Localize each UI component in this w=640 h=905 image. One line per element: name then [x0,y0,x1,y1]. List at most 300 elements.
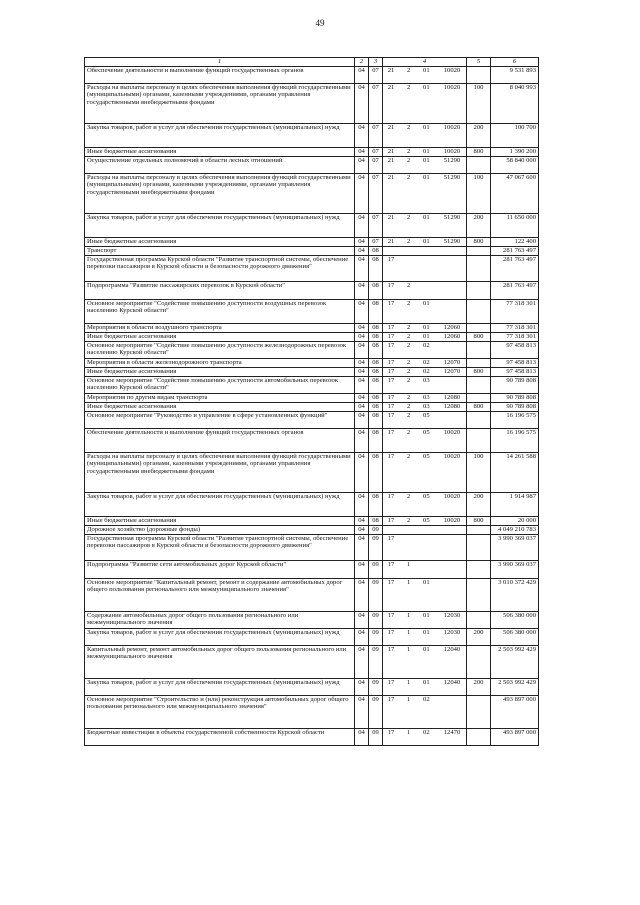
csr-part: 05 [423,428,430,436]
row-amount: 16 196 575 [491,428,539,452]
csr-part: 17 [387,358,395,366]
csr-part: 51290 [443,156,461,164]
row-amount: 2 503 992 429 [491,678,539,695]
csr-part: 2 [407,237,411,245]
csr-part: 02 [423,358,430,366]
table-row [85,83,539,123]
csr-part: 17 [387,534,395,542]
csr-part: 1 [407,628,411,636]
row-pr: 07 [369,237,383,246]
table-row [85,147,539,156]
csr-part [441,696,463,704]
csr-part: 2 [407,516,411,524]
csr-parts [383,453,466,461]
row-name: Иные бюджетные ассигнования [85,402,355,411]
csr-part: 2 [407,492,411,500]
table-row [85,402,539,411]
row-pr: 09 [369,678,383,695]
row-pr: 09 [369,578,383,611]
row-amount: 506 380 000 [491,628,539,645]
csr-part: 21 [387,66,395,74]
row-csr [383,452,467,492]
row-pr: 09 [369,728,383,745]
row-vr [467,525,491,534]
csr-part [441,535,463,543]
row-amount: 506 380 000 [491,611,539,628]
row-rz: 04 [355,213,369,237]
row-csr [383,237,467,246]
row-name: Расходы на выплаты персоналу в целях обеспечения выполнения функций государственными (муниципальными) органами, казенными учреждениями, органами управления государственными внебюджетными фондами [85,83,355,123]
row-csr [383,534,467,560]
row-pr: 09 [369,645,383,678]
row-name: Подпрограмма "Развитие пассажирских перевозок в Курской области" [85,281,355,299]
csr-part [441,256,463,264]
csr-part: 12030 [443,628,461,636]
row-csr [383,578,467,611]
row-name: Транспорт [85,246,355,255]
csr-part: 10020 [443,66,461,74]
row-amount: 3 990 369 037 [491,560,539,578]
row-name: Основное мероприятие "Строительство и (или) реконструкция автомобильных дорог общего пользования регионального или межмуниципального значения" [85,695,355,728]
csr-part: 01 [423,578,430,586]
row-csr [383,246,467,255]
row-name: Основное мероприятие "Капитальный ремонт, ремонт и содержание автомобильных дорог общего пользования регионального или межмуниципального значения" [85,578,355,611]
row-vr [467,66,491,83]
csr-parts [383,403,466,411]
row-name: Основное мероприятие "Руководство и управление в сфере установленных функций" [85,411,355,428]
col-header: 5 [467,58,491,67]
row-amount: 58 840 000 [491,156,539,173]
table-row [85,728,539,745]
row-name: Государственная программа Курской области "Развитие транспортной системы, обеспечение перевозки пассажиров в Курской области и безопасности дорожного движения" [85,534,355,560]
row-csr [383,358,467,367]
row-name: Закупка товаров, работ и услуг для обеспечения государственных (муниципальных) нужд [85,123,355,147]
table-row [85,678,539,695]
row-amount: 2 503 992 429 [491,645,539,678]
row-rz: 04 [355,492,369,516]
row-csr [383,213,467,237]
csr-part: 1 [407,645,411,653]
row-vr [467,578,491,611]
row-amount: 11 650 000 [491,213,539,237]
row-name: Содержание автомобильных дорог общего пользования регионального или межмуниципального значения [85,611,355,628]
row-csr [383,516,467,525]
csr-part: 17 [387,323,395,331]
row-rz: 04 [355,358,369,367]
csr-part: 01 [423,645,430,653]
col-header: 6 [491,58,539,67]
row-vr: 200 [467,678,491,695]
csr-part [441,377,463,385]
csr-part: 2 [407,402,411,410]
row-pr: 09 [369,560,383,578]
csr-part: 01 [423,628,430,636]
table-row [85,156,539,173]
csr-parts [383,535,466,543]
row-vr: 200 [467,492,491,516]
row-vr [467,695,491,728]
row-rz: 04 [355,560,369,578]
csr-parts [383,238,466,246]
table-row [85,393,539,402]
row-name: Осуществление отдельных полномочий в области лесных отношений [85,156,355,173]
row-pr: 08 [369,452,383,492]
row-csr [383,299,467,323]
csr-part: 01 [423,678,430,686]
csr-parts [383,561,466,569]
row-pr: 07 [369,83,383,123]
csr-part: 2 [407,376,411,384]
table-row [85,492,539,516]
row-pr: 08 [369,492,383,516]
csr-part: 01 [423,299,430,307]
row-pr: 09 [369,695,383,728]
table-row [85,123,539,147]
row-csr [383,728,467,745]
csr-part: 2 [407,156,411,164]
table-row [85,213,539,237]
csr-part: 17 [387,645,395,653]
row-amount: 281 763 497 [491,281,539,299]
csr-part: 02 [423,728,430,736]
csr-part: 17 [387,695,395,703]
csr-part: 17 [387,255,395,263]
csr-part: 21 [387,213,395,221]
table-row [85,628,539,645]
csr-part: 21 [387,237,395,245]
csr-part: 01 [423,147,430,155]
csr-part [441,282,463,290]
row-rz: 04 [355,332,369,341]
row-pr: 08 [369,367,383,376]
csr-part: 2 [407,147,411,155]
csr-part: 17 [387,411,395,419]
csr-parts [383,696,466,704]
csr-parts [383,359,466,367]
csr-part: 12080 [443,393,461,401]
row-vr [467,534,491,560]
row-pr: 08 [369,516,383,525]
row-rz: 04 [355,534,369,560]
row-rz: 04 [355,628,369,645]
row-vr: 100 [467,83,491,123]
row-vr: 800 [467,367,491,376]
csr-parts [383,612,466,620]
row-amount: 493 897 000 [491,695,539,728]
csr-part: 10020 [443,492,461,500]
row-rz: 04 [355,83,369,123]
row-rz: 04 [355,66,369,83]
csr-part: 2 [407,66,411,74]
csr-part: 2 [407,452,411,460]
csr-part: 2 [407,341,411,349]
row-csr [383,393,467,402]
csr-part: 01 [423,156,430,164]
row-amount: 77 318 301 [491,299,539,323]
csr-part: 2 [407,83,411,91]
row-pr: 08 [369,358,383,367]
csr-parts [383,67,466,75]
table-row [85,376,539,393]
table-row [85,173,539,213]
row-name: Бюджетные инвестиции в объекты государственной собственности Курской области [85,728,355,745]
row-csr [383,323,467,332]
row-amount: 16 196 575 [491,411,539,428]
csr-part: 17 [387,367,395,375]
row-vr: 800 [467,332,491,341]
row-amount: 100 700 [491,123,539,147]
table-row [85,358,539,367]
csr-part [441,342,463,350]
csr-parts [383,517,466,525]
row-name: Подпрограмма "Развитие сети автомобильных дорог Курской области" [85,560,355,578]
csr-part [441,412,463,420]
row-pr: 08 [369,299,383,323]
row-amount: 47 067 600 [491,173,539,213]
row-pr: 08 [369,411,383,428]
row-rz: 04 [355,237,369,246]
row-csr [383,66,467,83]
table-row [85,560,539,578]
csr-part: 2 [407,332,411,340]
csr-part [421,282,431,290]
csr-part: 02 [423,695,430,703]
header-row [85,58,539,67]
row-csr [383,411,467,428]
csr-parts [383,629,466,637]
csr-parts [383,324,466,332]
table-row [85,237,539,246]
csr-part [421,535,431,543]
row-pr: 07 [369,156,383,173]
row-vr [467,255,491,281]
csr-parts [383,256,466,264]
row-vr: 100 [467,452,491,492]
row-csr [383,156,467,173]
csr-part: 01 [423,611,430,619]
row-name: Иные бюджетные ассигнования [85,237,355,246]
row-vr [467,358,491,367]
page-number: 49 [315,18,325,28]
table-row [85,695,539,728]
table-row [85,299,539,323]
row-csr [383,492,467,516]
csr-part: 03 [423,393,430,401]
row-csr [383,147,467,156]
csr-part: 1 [407,560,411,568]
row-pr: 09 [369,611,383,628]
csr-part: 17 [387,281,395,289]
row-vr [467,376,491,393]
row-pr: 08 [369,323,383,332]
row-csr [383,376,467,393]
row-amount: 20 000 [491,516,539,525]
row-rz: 04 [355,323,369,332]
csr-part: 12060 [443,323,461,331]
table-row [85,66,539,83]
row-vr: 200 [467,628,491,645]
row-rz: 04 [355,255,369,281]
col-header: 3 [369,58,383,67]
budget-table [84,57,539,746]
csr-part: 10020 [443,452,461,460]
csr-part: 17 [387,611,395,619]
row-csr [383,123,467,147]
csr-parts [383,174,466,182]
table-row [85,367,539,376]
csr-part: 17 [387,428,395,436]
csr-part: 2 [407,411,411,419]
csr-part: 02 [423,341,430,349]
row-rz: 04 [355,728,369,745]
row-csr [383,628,467,645]
row-name: Закупка товаров, работ и услуг для обеспечения государственных (муниципальных) нужд [85,678,355,695]
csr-part: 17 [387,299,395,307]
csr-part: 17 [387,678,395,686]
row-pr: 08 [369,376,383,393]
row-name: Расходы на выплаты персоналу в целях обеспечения выполнения функций государственными (муниципальными) органами, казенными учреждениями, органами управления государственными внебюджетными фондами [85,452,355,492]
row-amount: 3 990 369 037 [491,534,539,560]
row-pr: 07 [369,66,383,83]
csr-parts [383,214,466,222]
csr-part: 51290 [443,213,461,221]
row-amount: 4 049 210 783 [491,525,539,534]
csr-part: 17 [387,393,395,401]
csr-part: 12080 [443,402,461,410]
csr-part: 01 [423,83,430,91]
csr-part: 01 [423,173,430,181]
table-row [85,323,539,332]
table-row [85,645,539,678]
row-pr: 08 [369,332,383,341]
csr-parts [383,729,466,737]
csr-part: 2 [407,367,411,375]
csr-part: 17 [387,516,395,524]
csr-parts [383,148,466,156]
row-rz: 04 [355,173,369,213]
csr-part: 2 [407,281,411,289]
row-amount: 14 261 588 [491,452,539,492]
row-csr [383,173,467,213]
csr-part: 1 [407,678,411,686]
csr-part: 2 [407,299,411,307]
csr-part: 1 [407,695,411,703]
row-name: Иные бюджетные ассигнования [85,332,355,341]
csr-part: 51290 [443,173,461,181]
csr-part: 17 [387,628,395,636]
row-pr: 07 [369,213,383,237]
csr-part: 10020 [443,428,461,436]
row-name: Дорожное хозяйство (дорожные фонды) [85,525,355,534]
csr-part: 10020 [443,147,461,155]
row-csr [383,402,467,411]
csr-parts [383,579,466,587]
row-name: Иные бюджетные ассигнования [85,516,355,525]
row-csr [383,560,467,578]
row-pr: 08 [369,255,383,281]
row-pr: 08 [369,281,383,299]
row-amount: 1 914 987 [491,492,539,516]
row-rz: 04 [355,123,369,147]
row-vr: 800 [467,516,491,525]
csr-part: 1 [407,728,411,736]
csr-parts [383,368,466,376]
row-amount: 8 040 993 [491,83,539,123]
csr-part: 12040 [443,645,461,653]
row-vr [467,246,491,255]
col-header: 1 [85,58,355,67]
row-pr: 07 [369,173,383,213]
row-rz: 04 [355,516,369,525]
row-csr [383,255,467,281]
csr-parts [383,646,466,654]
row-name: Мероприятия в области железнодорожного транспорта [85,358,355,367]
csr-part: 17 [387,560,395,568]
csr-part: 01 [423,123,430,131]
csr-part: 17 [387,341,395,349]
csr-parts [383,429,466,437]
csr-parts [383,282,466,290]
csr-part: 10020 [443,83,461,91]
row-vr: 800 [467,147,491,156]
row-amount: 77 318 301 [491,332,539,341]
csr-part [421,561,431,569]
row-rz: 04 [355,428,369,452]
csr-part: 2 [407,393,411,401]
csr-part: 21 [387,83,395,91]
csr-part: 51290 [443,237,461,245]
row-pr: 07 [369,123,383,147]
row-rz: 04 [355,393,369,402]
csr-part: 2 [407,323,411,331]
csr-part: 17 [387,402,395,410]
row-name: Мероприятия по другим видам транспорта [85,393,355,402]
row-pr: 08 [369,393,383,402]
csr-part: 12040 [443,678,461,686]
row-name: Основное мероприятие "Содействие повышению доступности железнодорожных перевозок населению Курской области" [85,341,355,358]
row-pr: 09 [369,534,383,560]
csr-parts [383,342,466,350]
row-name: Основное мероприятие "Содействие повышению доступности автомобильных перевозок населению Курской области" [85,376,355,393]
row-vr [467,323,491,332]
row-name: Основное мероприятие "Содействие повышению доступности воздушных перевозок населению Курской области" [85,299,355,323]
row-vr [467,645,491,678]
table-row [85,452,539,492]
row-vr [467,281,491,299]
row-vr: 800 [467,402,491,411]
csr-part [441,579,463,587]
row-name: Капитальный ремонт, ремонт автомобильных дорог общего пользования регионального или межмуниципального значения [85,645,355,678]
row-csr [383,83,467,123]
csr-part: 1 [407,611,411,619]
row-name: Закупка товаров, работ и услуг для обеспечения государственных (муниципальных) нужд [85,213,355,237]
table-row [85,281,539,299]
csr-part: 1 [407,578,411,586]
row-rz: 04 [355,281,369,299]
csr-part: 17 [387,332,395,340]
csr-part: 17 [387,578,395,586]
csr-part: 12070 [443,358,461,366]
row-amount: 97 458 813 [491,358,539,367]
row-csr [383,525,467,534]
row-rz: 04 [355,246,369,255]
row-amount: 9 531 893 [491,66,539,83]
row-pr: 07 [369,147,383,156]
row-rz: 04 [355,156,369,173]
row-pr: 08 [369,341,383,358]
row-name: Мероприятия в области воздушного транспорта [85,323,355,332]
row-vr [467,560,491,578]
